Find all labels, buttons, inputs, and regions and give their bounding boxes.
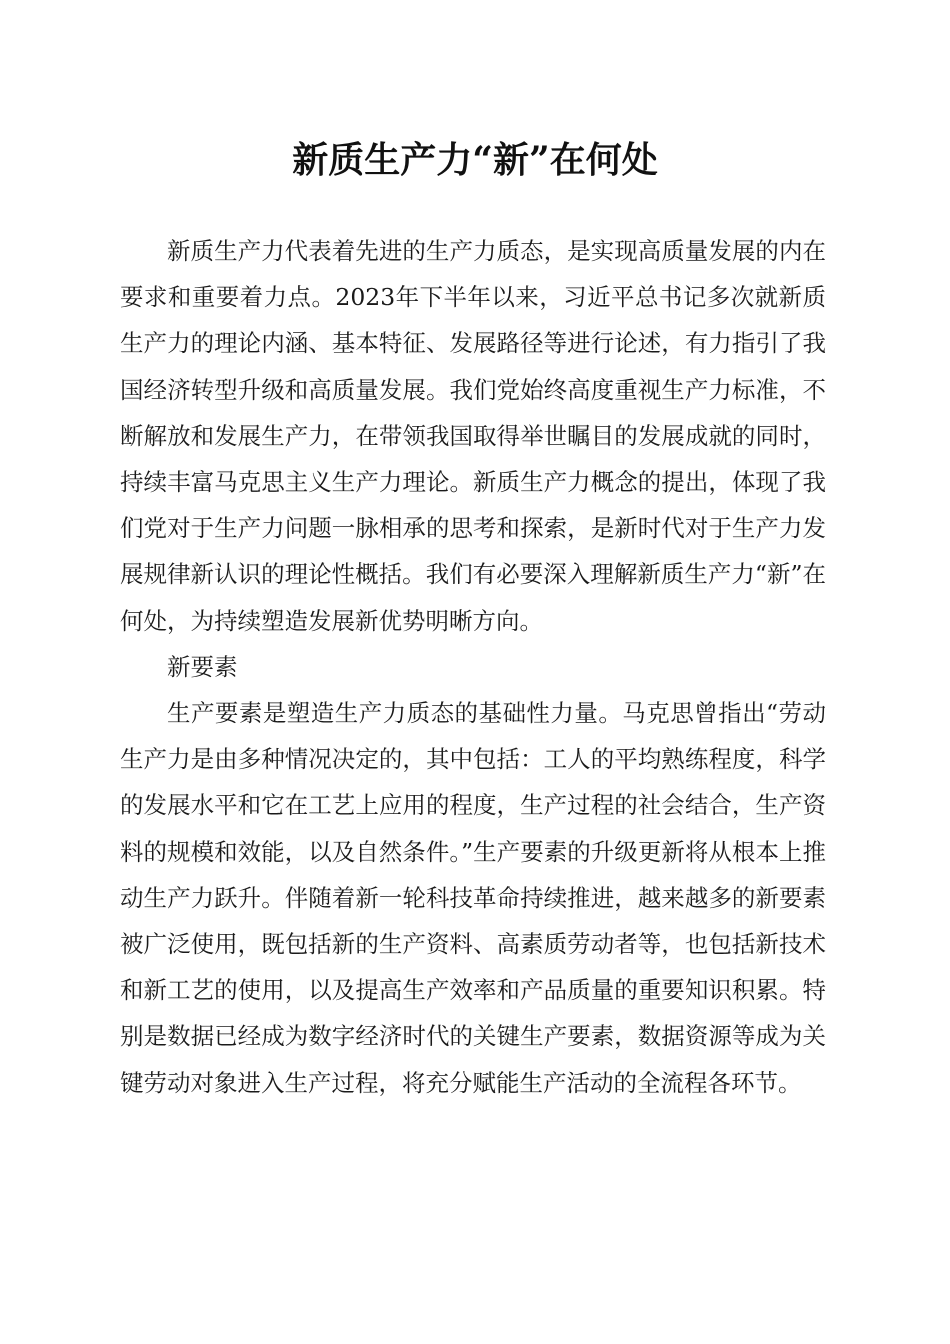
intro-paragraph: 新质生产力代表着先进的生产力质态，是实现高质量发展的内在要求和重要着力点。2023年下半年以来，习近平总书记多次就新质生产力的理论内涵、基本特征、发展路径等进行论述，有力指引了我国经济转型升级和高质量发展。我们党始终高度重视生产力标准，不断解放和发展生产力，在带领我国取得举世瞩目的发展成就的同时，持续丰富马克思主义生产力理论。新质生产力概念的提出，体现了我们党对于生产力问题一脉相承的思考和探索，是新时代对于生产力发展规律新认识的理论性概括。我们有必要深入理解新质生产力“新”在何处，为持续塑造发展新优势明晰方向。 (120, 237, 826, 635)
section-heading: 新要素 (167, 652, 238, 681)
section-paragraph: 生产要素是塑造生产力质态的基础性力量。马克思曾指出“劳动生产力是由多种情况决定的，其中包括：工人的平均熟练程度，科学的发展水平和它在工艺上应用的程度，生产过程的社会结合，生产资料的规模和效能，以及自然条件。”生产要素的升级更新将从根本上推动生产力跃升。伴随着新一轮科技革命持续推进，越来越多的新要素被广泛使用，既包括新的生产资料、高素质劳动者等，也包括新技术和新工艺的使用，以及提高生产效率和产品质量的重要知识积累。特别是数据已经成为数字经济时代的关键生产要素，数据资源等成为关键劳动对象进入生产过程，将充分赋能生产活动的全流程各环节。 (120, 699, 826, 1097)
document-title: 新质生产力“新”在何处 (292, 139, 658, 181)
document-body (120, 228, 826, 1106)
